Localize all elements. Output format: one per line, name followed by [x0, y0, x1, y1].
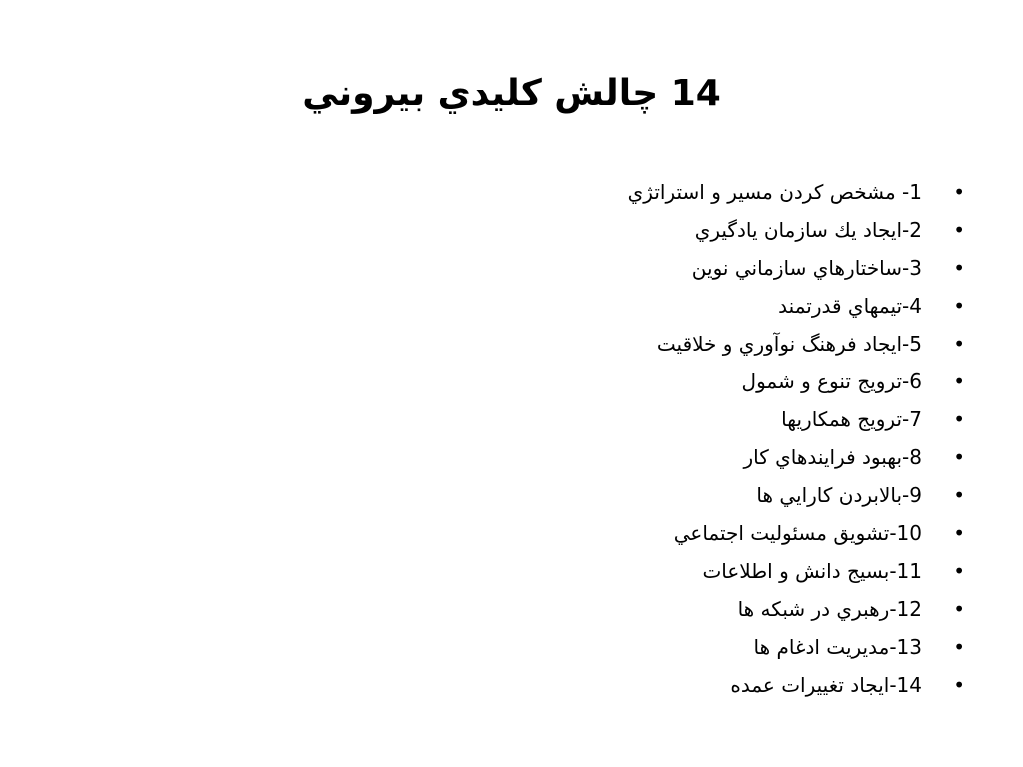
list-item-text: 1- مشخص كردن مسير و استراتژي	[627, 180, 922, 204]
slide-title: 14 چالش كليدي بيروني	[302, 73, 721, 114]
list-item	[628, 477, 965, 515]
bullet-dot-icon: •	[953, 180, 965, 204]
list-item-text: 11-بسيج دانش و اطلاعات	[702, 558, 922, 583]
bullet-dot-icon: •	[953, 672, 965, 697]
list-item	[628, 439, 965, 477]
list-item	[628, 667, 965, 705]
bullet-dot-icon: •	[953, 255, 965, 280]
list-item	[628, 174, 965, 212]
list-item	[628, 250, 965, 288]
bullet-dot-icon: •	[953, 369, 965, 394]
list-item-text: 6-ترويج تنوع و شمول	[741, 369, 922, 394]
list-item	[628, 326, 965, 364]
challenge-list	[628, 174, 965, 704]
list-item-text: 7-ترويج همكاريها	[781, 407, 922, 432]
list-item	[628, 288, 965, 326]
list-item	[628, 212, 965, 250]
list-item	[628, 553, 965, 591]
bullet-dot-icon: •	[953, 217, 965, 242]
list-item	[628, 629, 965, 667]
list-item-text: 3-ساختارهاي سازماني نوين	[691, 255, 922, 280]
list-item-text: 8-بهبود فرايندهاي كار	[743, 445, 922, 470]
list-item	[628, 591, 965, 629]
bullet-dot-icon: •	[953, 483, 965, 508]
list-item-text: 5-ايجاد فرهنگ نوآوري و خلاقيت	[656, 331, 922, 356]
list-item-text: 2-ايجاد يك سازمان يادگيري	[694, 217, 922, 242]
list-item-text: 12-رهبري در شبكه ها	[737, 596, 922, 621]
list-item-text: 13-مديريت ادغام ها	[753, 634, 922, 659]
list-item-text: 9-بالابردن كارايي ها	[756, 483, 922, 508]
bullet-dot-icon: •	[953, 445, 965, 470]
bullet-dot-icon: •	[953, 634, 965, 659]
list-item-text: 10-تشويق مسئوليت اجتماعي	[673, 521, 922, 546]
list-item	[628, 401, 965, 439]
bullet-dot-icon: •	[953, 331, 965, 356]
bullet-dot-icon: •	[953, 596, 965, 621]
list-item-text: 4-تيمهاي قدرتمند	[778, 293, 922, 318]
bullet-dot-icon: •	[953, 293, 965, 318]
bullet-dot-icon: •	[953, 558, 965, 583]
list-item	[628, 515, 965, 553]
list-item-text: 14-ايجاد تغييرات عمده	[730, 672, 922, 697]
bullet-dot-icon: •	[953, 407, 965, 432]
bullet-dot-icon: •	[953, 521, 965, 546]
list-item	[628, 363, 965, 401]
